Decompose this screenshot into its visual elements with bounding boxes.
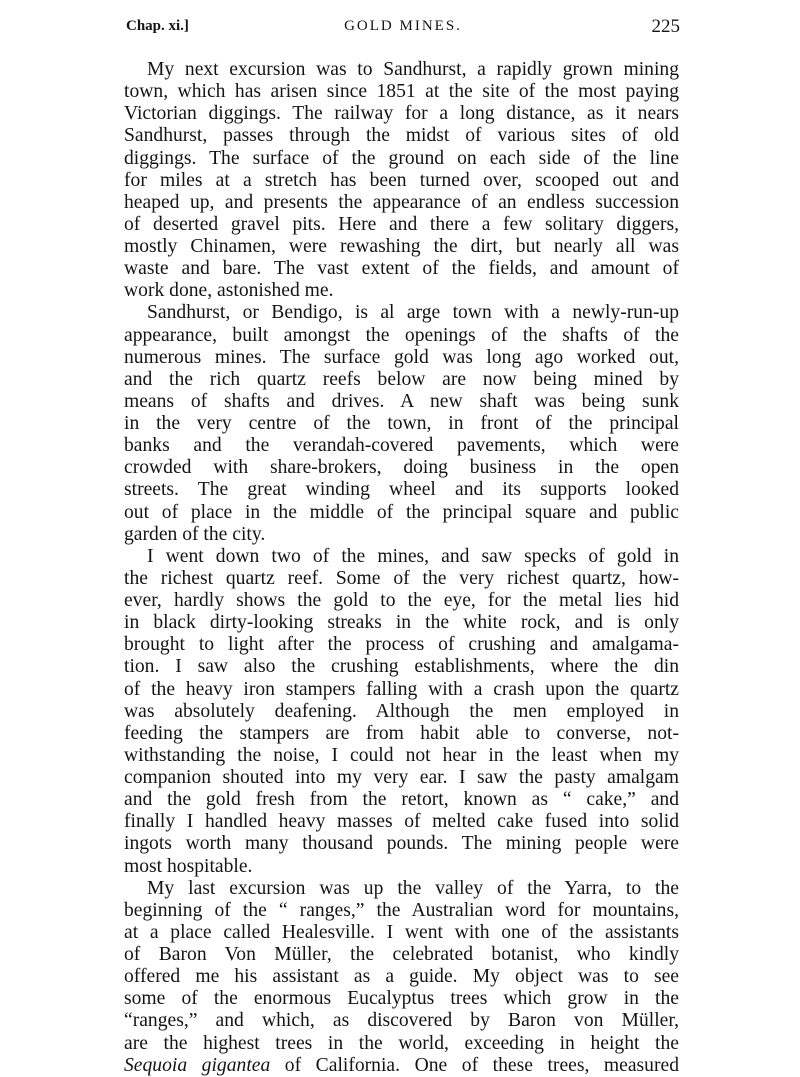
page-number: 225 [651, 16, 680, 37]
text-line: most hospitable. [124, 855, 253, 877]
text-line: are the highest trees in the world, exceeding in height the [124, 1032, 679, 1054]
text-line: the richest quartz reef. Some of the very richest quartz, how- [124, 567, 679, 589]
text-line: in the very centre of the town, in front of the principal [124, 413, 679, 434]
text-line: ingots worth many thousand pounds. The mining people were [124, 833, 679, 855]
text-line: at a place called Healesville. I went with one of the assistants [124, 921, 679, 943]
text-line: town, which has arisen since 1851 at the site of the most paying [124, 81, 679, 103]
text-line: brought to light after the process of crushing and amalgama- [124, 634, 679, 656]
text-line: streets. The great winding wheel and its supports looked [124, 479, 679, 501]
text-line: waste and bare. The vast extent of the fields, and amount of [124, 258, 679, 280]
text-line: My next excursion was to Sandhurst, a rapidly grown mining [147, 59, 679, 80]
running-header [126, 18, 680, 44]
text-line: was absolutely deafening. Although the men employed in [124, 700, 679, 722]
text-line: out of place in the middle of the principal square and public [124, 501, 679, 523]
text-line: in black dirty-looking streaks in the white rock, and is only [124, 612, 679, 634]
text-line: offered me his assistant as a guide. My object was to see [124, 966, 679, 988]
text-line: diggings. The surface of the ground on each side of the line [124, 147, 679, 169]
text-line: feeding the stampers are from habit able to converse, not- [124, 722, 679, 744]
text-line: work done, astonished me. [124, 280, 334, 302]
text-line: some of the enormous Eucalyptus trees which grow in the [124, 988, 679, 1010]
text-line: crowded with share-brokers, doing business in the open [124, 457, 679, 479]
text-line: Sandhurst, or Bendigo, is al arge town with a newly-run-up [147, 302, 679, 324]
text-line: for miles at a stretch has been turned over, scooped out and [124, 169, 679, 191]
text-line: and the gold fresh from the retort, known as “ cake,” and [124, 789, 679, 811]
text-line: garden of the city. [124, 523, 266, 545]
text-line: of deserted gravel pits. Here and there a few solitary diggers, [124, 213, 679, 235]
body-text [124, 59, 679, 1077]
text-line: appearance, built amongst the openings of the shafts of the [124, 324, 679, 346]
text-line: I went down two of the mines, and saw specks of gold in [147, 545, 679, 567]
text-line: withstanding the noise, I could not hear in the least when my [124, 744, 679, 766]
text-line: mostly Chinamen, were rewashing the dirt, but nearly all was [124, 236, 679, 257]
text-line: of Baron Von Müller, the celebrated botanist, who kindly [124, 944, 679, 965]
text-line: “ranges,” and which, as discovered by Baron von Müller, [124, 1010, 679, 1032]
text-line: Victorian diggings. The railway for a long distance, as it nears [124, 103, 679, 125]
final-line-rest: of California. One of these trees, measured [270, 1054, 679, 1076]
text-line: finally I handled heavy masses of melted cake fused into solid [124, 811, 679, 833]
running-title: GOLD MINES. [344, 18, 462, 34]
text-line: tion. I saw also the crushing establishments, where the din [124, 656, 679, 678]
text-line: banks and the verandah-covered pavements, which were [124, 435, 679, 457]
text-line: companion shouted into my very ear. I saw the pasty amalgam [124, 767, 679, 788]
text-line: beginning of the “ ranges,” the Australian word for mountains, [124, 899, 679, 921]
text-line: My last excursion was up the valley of the Yarra, to the [147, 877, 679, 899]
text-line: Sandhurst, passes through the midst of various sites of old [124, 125, 679, 147]
text-line: heaped up, and presents the appearance of an endless succession [124, 191, 679, 213]
text-line: numerous mines. The surface gold was long ago worked out, [124, 346, 679, 368]
italic-species-name: Sequoia gigantea [124, 1054, 271, 1076]
chapter-label: Chap. xi.] [126, 18, 189, 34]
text-line-final [124, 1055, 679, 1077]
text-line: and the rich quartz reefs below are now being mined by [124, 368, 679, 390]
text-line: means of shafts and drives. A new shaft was being sunk [124, 390, 679, 412]
text-line: of the heavy iron stampers falling with a crash upon the quartz [124, 678, 679, 700]
text-line: ever, hardly shows the gold to the eye, for the metal lies hid [124, 590, 679, 611]
